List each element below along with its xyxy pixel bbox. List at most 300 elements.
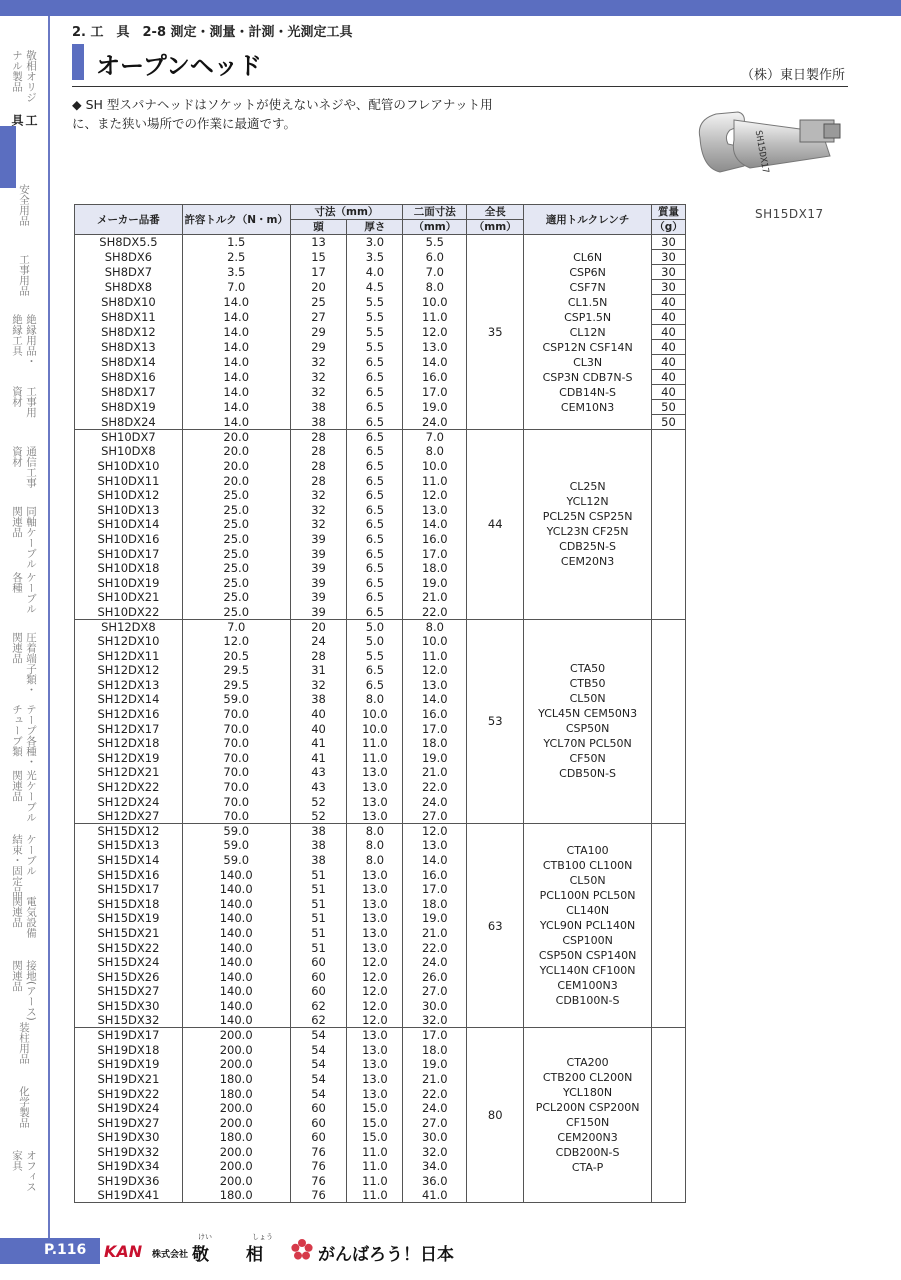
- cell-model: SH10DX21: [75, 590, 183, 605]
- cell-torque: 25.0: [182, 502, 290, 517]
- cell-head: 15: [290, 250, 347, 265]
- cell-thickness: 13.0: [347, 940, 403, 955]
- cell-thickness: 13.0: [347, 882, 403, 897]
- cell-model: SH8DX5.5: [75, 235, 183, 250]
- sidebar-category[interactable]: [0, 1082, 48, 1128]
- cell-torque: 200.0: [182, 1159, 290, 1174]
- cell-head: 38: [290, 838, 347, 853]
- cell-torque: 3.5: [182, 265, 290, 280]
- cell-thickness: 6.5: [347, 459, 403, 474]
- cell-head: 62: [290, 999, 347, 1014]
- cell-across-flats: 13.0: [403, 678, 467, 693]
- cell-across-flats: 17.0: [403, 882, 467, 897]
- brand-logo: KAN: [104, 1242, 143, 1261]
- cell-model: SH8DX11: [75, 310, 183, 325]
- table-row: [75, 235, 686, 250]
- table-row: [75, 430, 686, 445]
- cell-torque: 14.0: [182, 295, 290, 310]
- cell-torque: 14.0: [182, 400, 290, 415]
- breadcrumb: 2. 工 具 2-8 測定・測量・計測・光測定工具: [72, 25, 353, 40]
- cell-torque: 25.0: [182, 561, 290, 576]
- cell-thickness: 8.0: [347, 824, 403, 839]
- cell-thickness: 13.0: [347, 1086, 403, 1101]
- cell-thickness: 6.5: [347, 502, 403, 517]
- sidebar-category[interactable]: [0, 1146, 48, 1192]
- cell-thickness: 6.5: [347, 444, 403, 459]
- cell-across-flats: 24.0: [403, 1101, 467, 1116]
- cell-model: SH15DX19: [75, 911, 183, 926]
- cell-thickness: 5.0: [347, 619, 403, 634]
- wrench-model: CDB25N-S: [559, 540, 617, 554]
- sidebar-category-label: 結束・固定品: [11, 834, 23, 897]
- title-divider: [72, 86, 848, 87]
- company-name-sho: 相: [246, 1245, 263, 1265]
- cell-head: 38: [290, 824, 347, 839]
- header-across-flats: 二面寸法: [403, 205, 467, 220]
- wrench-model: YCL12N: [566, 495, 609, 509]
- wrench-model: CL1.5N: [567, 295, 608, 309]
- sidebar-category-label: ナル製品: [11, 50, 23, 92]
- cell-torque: 59.0: [182, 838, 290, 853]
- wrench-model: CSP50N CSP140N: [538, 949, 637, 963]
- cell-model: SH8DX13: [75, 340, 183, 355]
- top-color-bar: [0, 0, 901, 16]
- cell-across-flats: 18.0: [403, 1042, 467, 1057]
- cell-model: SH8DX24: [75, 415, 183, 430]
- cell-model: SH15DX21: [75, 926, 183, 941]
- cell-thickness: 10.0: [347, 707, 403, 722]
- cell-torque: 70.0: [182, 721, 290, 736]
- cell-head: 51: [290, 867, 347, 882]
- cell-torque: 70.0: [182, 751, 290, 766]
- cell-thickness: 4.5: [347, 280, 403, 295]
- cell-across-flats: 17.0: [403, 1028, 467, 1043]
- cell-mass: 50: [651, 415, 685, 430]
- wrench-model: CTA-P: [571, 1161, 604, 1175]
- cell-thickness: 6.5: [347, 400, 403, 415]
- header-across-flats-unit: （mm）: [403, 220, 467, 235]
- cell-head: 60: [290, 1115, 347, 1130]
- wrench-model: CL140N: [566, 904, 610, 918]
- cell-model: SH15DX24: [75, 955, 183, 970]
- cell-head: 54: [290, 1072, 347, 1087]
- sidebar-category[interactable]: [0, 46, 48, 103]
- cell-length: 35: [467, 235, 524, 430]
- cell-across-flats: 22.0: [403, 780, 467, 795]
- cell-torque: 25.0: [182, 575, 290, 590]
- cell-thickness: 6.5: [347, 430, 403, 445]
- cell-torque: 140.0: [182, 955, 290, 970]
- cell-torque: 59.0: [182, 824, 290, 839]
- sidebar-category[interactable]: [0, 956, 48, 1021]
- sidebar-category[interactable]: [0, 250, 48, 296]
- cell-head: 20: [290, 619, 347, 634]
- cell-thickness: 13.0: [347, 1042, 403, 1057]
- cell-thickness: 13.0: [347, 1057, 403, 1072]
- cell-head: 32: [290, 678, 347, 693]
- header-mass: 質量: [651, 205, 685, 220]
- cell-across-flats: 10.0: [403, 295, 467, 310]
- cell-model: SH10DX22: [75, 605, 183, 620]
- wrench-model: PCL200N CSP200N: [535, 1101, 640, 1115]
- sidebar-category-label: 光ケーブル: [25, 770, 37, 823]
- cell-thickness: 6.5: [347, 561, 403, 576]
- sidebar-category-label: 安全用品: [18, 184, 30, 226]
- cell-torque: 70.0: [182, 765, 290, 780]
- cell-thickness: 6.5: [347, 473, 403, 488]
- cell-torque: 140.0: [182, 984, 290, 999]
- wrench-model: YCL23N CF25N: [546, 525, 629, 539]
- header-dimension: 寸法（mm）: [290, 205, 403, 220]
- cell-across-flats: 22.0: [403, 940, 467, 955]
- cell-model: SH12DX18: [75, 736, 183, 751]
- cell-thickness: 12.0: [347, 955, 403, 970]
- sidebar-category[interactable]: [0, 892, 48, 938]
- cell-mass: [651, 619, 685, 823]
- cell-thickness: 6.5: [347, 605, 403, 620]
- cell-across-flats: 18.0: [403, 561, 467, 576]
- cell-model: SH12DX24: [75, 794, 183, 809]
- cell-thickness: 12.0: [347, 1013, 403, 1028]
- cell-across-flats: 26.0: [403, 969, 467, 984]
- cell-head: 29: [290, 340, 347, 355]
- cell-mass: 30: [651, 235, 685, 250]
- wrench-model: CF150N: [565, 1116, 610, 1130]
- sidebar-category[interactable]: [0, 700, 48, 767]
- cell-head: 76: [290, 1159, 347, 1174]
- cell-head: 38: [290, 400, 347, 415]
- cell-model: SH10DX16: [75, 532, 183, 547]
- furigana-sho: しょう: [252, 1233, 273, 1241]
- cell-model: SH10DX18: [75, 561, 183, 576]
- cell-head: 25: [290, 295, 347, 310]
- sidebar-category[interactable]: [0, 628, 48, 695]
- cell-head: 39: [290, 590, 347, 605]
- cell-head: 51: [290, 897, 347, 912]
- cell-across-flats: 5.5: [403, 235, 467, 250]
- sidebar-category-label: 電気設備: [25, 896, 37, 938]
- sidebar-category[interactable]: [0, 568, 48, 614]
- cell-across-flats: 27.0: [403, 1115, 467, 1130]
- cell-thickness: 6.5: [347, 385, 403, 400]
- cell-model: SH8DX17: [75, 385, 183, 400]
- cell-wrench-list: [524, 430, 652, 620]
- cell-head: 32: [290, 370, 347, 385]
- wrench-model: YCL45N CEM50N3: [538, 707, 638, 721]
- sidebar-category-label: 化学製品: [18, 1086, 30, 1128]
- cell-torque: 14.0: [182, 385, 290, 400]
- wrench-model: CL12N: [569, 325, 606, 339]
- cell-model: SH15DX26: [75, 969, 183, 984]
- cell-across-flats: 32.0: [403, 1013, 467, 1028]
- sidebar-category[interactable]: [0, 310, 48, 367]
- cell-torque: 140.0: [182, 1013, 290, 1028]
- cell-torque: 200.0: [182, 1115, 290, 1130]
- wrench-model: CTA100: [566, 844, 609, 858]
- cell-mass: 40: [651, 295, 685, 310]
- cell-across-flats: 14.0: [403, 692, 467, 707]
- cell-wrench-list: [524, 235, 652, 430]
- cell-model: SH10DX7: [75, 430, 183, 445]
- wrench-model: CL6N: [573, 250, 603, 264]
- cell-across-flats: 21.0: [403, 765, 467, 780]
- cell-torque: 140.0: [182, 867, 290, 882]
- wrench-model: CSP12N CSF14N: [542, 340, 633, 354]
- cell-across-flats: 16.0: [403, 867, 467, 882]
- wrench-head-photo: [690, 100, 850, 205]
- sidebar-category-label: 通信工事: [25, 446, 37, 488]
- cell-head: 29: [290, 325, 347, 340]
- cell-thickness: 6.5: [347, 517, 403, 532]
- cell-model: SH10DX10: [75, 459, 183, 474]
- cell-head: 76: [290, 1188, 347, 1203]
- cell-model: SH12DX8: [75, 619, 183, 634]
- cell-thickness: 11.0: [347, 751, 403, 766]
- cell-mass: [651, 1028, 685, 1203]
- sidebar-category-label: 圧着端子類・: [25, 632, 37, 695]
- cell-length: 44: [467, 430, 524, 620]
- photo-caption: SH15DX17: [755, 207, 824, 221]
- cell-wrench-list: [524, 619, 652, 823]
- cell-model: SH8DX19: [75, 400, 183, 415]
- wrench-model: PCL25N CSP25N: [542, 510, 633, 524]
- cell-thickness: 15.0: [347, 1115, 403, 1130]
- cell-head: 32: [290, 355, 347, 370]
- cell-model: SH8DX10: [75, 295, 183, 310]
- cell-across-flats: 11.0: [403, 648, 467, 663]
- cell-thickness: 6.5: [347, 663, 403, 678]
- cell-thickness: 8.0: [347, 838, 403, 853]
- cell-torque: 14.0: [182, 310, 290, 325]
- cell-torque: 140.0: [182, 999, 290, 1014]
- cell-torque: 200.0: [182, 1145, 290, 1160]
- header-torque: 許容トルク（N・m）: [182, 205, 290, 235]
- sidebar-category[interactable]: [0, 830, 48, 897]
- cell-thickness: 3.0: [347, 235, 403, 250]
- cell-head: 32: [290, 488, 347, 503]
- cell-model: SH19DX41: [75, 1188, 183, 1203]
- cell-torque: 200.0: [182, 1057, 290, 1072]
- cell-thickness: 6.5: [347, 590, 403, 605]
- title-accent-bar: [72, 44, 84, 80]
- cell-head: 54: [290, 1028, 347, 1043]
- cell-torque: 200.0: [182, 1101, 290, 1116]
- cell-torque: 20.0: [182, 459, 290, 474]
- cell-head: 51: [290, 926, 347, 941]
- cell-torque: 25.0: [182, 488, 290, 503]
- cell-thickness: 11.0: [347, 736, 403, 751]
- cell-thickness: 11.0: [347, 1159, 403, 1174]
- cell-head: 51: [290, 882, 347, 897]
- cell-thickness: 10.0: [347, 721, 403, 736]
- cell-torque: 25.0: [182, 546, 290, 561]
- cell-thickness: 12.0: [347, 984, 403, 999]
- page-number: P.116: [44, 1242, 87, 1258]
- wrench-model: CF50N: [569, 752, 606, 766]
- sidebar-category[interactable]: [0, 766, 48, 823]
- wrench-model: CTA200: [566, 1056, 609, 1070]
- cell-thickness: 13.0: [347, 926, 403, 941]
- company-type: 株式会社: [152, 1250, 189, 1260]
- cell-torque: 140.0: [182, 897, 290, 912]
- cell-torque: 14.0: [182, 415, 290, 430]
- cell-across-flats: 12.0: [403, 488, 467, 503]
- cell-torque: 70.0: [182, 809, 290, 824]
- wrench-model: CSP50N: [565, 722, 610, 736]
- cell-torque: 7.0: [182, 280, 290, 295]
- cell-thickness: 11.0: [347, 1174, 403, 1189]
- cell-head: 76: [290, 1145, 347, 1160]
- cell-head: 60: [290, 969, 347, 984]
- cell-torque: 180.0: [182, 1072, 290, 1087]
- cell-across-flats: 10.0: [403, 459, 467, 474]
- cell-across-flats: 19.0: [403, 1057, 467, 1072]
- cell-torque: 29.5: [182, 663, 290, 678]
- sidebar-category[interactable]: [0, 1018, 48, 1064]
- furigana-kei: けい: [198, 1233, 212, 1241]
- cell-across-flats: 21.0: [403, 926, 467, 941]
- cell-head: 39: [290, 561, 347, 576]
- cell-torque: 200.0: [182, 1174, 290, 1189]
- cell-head: 52: [290, 809, 347, 824]
- cell-across-flats: 16.0: [403, 532, 467, 547]
- cell-head: 43: [290, 765, 347, 780]
- cell-torque: 29.5: [182, 678, 290, 693]
- wrench-model: CEM20N3: [560, 555, 615, 569]
- cell-model: SH19DX32: [75, 1145, 183, 1160]
- cell-across-flats: 6.0: [403, 250, 467, 265]
- sidebar-category-label: 関連品: [11, 506, 23, 538]
- sidebar-category-label: 家具: [11, 1150, 23, 1171]
- cell-across-flats: 21.0: [403, 1072, 467, 1087]
- sidebar-category-label: ケーブル: [25, 572, 37, 614]
- cell-wrench-list: [524, 824, 652, 1028]
- cell-thickness: 12.0: [347, 969, 403, 984]
- sidebar-category-label: 工事用品: [18, 254, 30, 296]
- cell-head: 28: [290, 430, 347, 445]
- cell-model: SH12DX13: [75, 678, 183, 693]
- cell-head: 28: [290, 648, 347, 663]
- wrench-model: YCL140N CF100N: [539, 964, 636, 978]
- cell-across-flats: 32.0: [403, 1145, 467, 1160]
- photo-engraving: SH15DX17: [752, 129, 771, 175]
- cell-model: SH8DX16: [75, 370, 183, 385]
- sidebar-category-label: 関連品: [11, 960, 23, 992]
- sidebar-category-label: 関連品: [11, 632, 23, 664]
- cell-across-flats: 16.0: [403, 707, 467, 722]
- cell-thickness: 5.5: [347, 648, 403, 663]
- cell-model: SH12DX12: [75, 663, 183, 678]
- cell-torque: 140.0: [182, 882, 290, 897]
- cell-mass: [651, 824, 685, 1028]
- cell-model: SH15DX16: [75, 867, 183, 882]
- cell-model: SH8DX8: [75, 280, 183, 295]
- wrench-model: CSP100N: [562, 934, 613, 948]
- cell-head: 41: [290, 736, 347, 751]
- cell-head: 60: [290, 1101, 347, 1116]
- sidebar-category[interactable]: [0, 502, 48, 569]
- cell-thickness: 13.0: [347, 765, 403, 780]
- cell-across-flats: 18.0: [403, 736, 467, 751]
- cell-head: 54: [290, 1057, 347, 1072]
- cell-thickness: 5.5: [347, 295, 403, 310]
- sidebar-category[interactable]: [0, 442, 48, 488]
- cell-thickness: 13.0: [347, 1072, 403, 1087]
- cell-model: SH12DX10: [75, 634, 183, 649]
- cell-torque: 25.0: [182, 590, 290, 605]
- cell-head: 39: [290, 605, 347, 620]
- wrench-model: CTB50: [569, 677, 606, 691]
- cell-across-flats: 16.0: [403, 370, 467, 385]
- cell-model: SH12DX17: [75, 721, 183, 736]
- cell-head: 41: [290, 751, 347, 766]
- wrench-model: CSP6N: [569, 265, 606, 279]
- cell-thickness: 5.5: [347, 310, 403, 325]
- sidebar-category-label: 資材: [11, 446, 23, 467]
- cell-wrench-list: [524, 1028, 652, 1203]
- cell-across-flats: 18.0: [403, 897, 467, 912]
- cell-across-flats: 36.0: [403, 1174, 467, 1189]
- cell-model: SH10DX17: [75, 546, 183, 561]
- cell-model: SH12DX11: [75, 648, 183, 663]
- sidebar-category-label: 工事用: [25, 386, 37, 418]
- page-title: オープンヘッド: [96, 52, 262, 80]
- cell-model: SH15DX14: [75, 853, 183, 868]
- cell-length: 80: [467, 1028, 524, 1203]
- cell-model: SH8DX12: [75, 325, 183, 340]
- cell-mass: 40: [651, 370, 685, 385]
- cell-mass: 30: [651, 280, 685, 295]
- cell-torque: 1.5: [182, 235, 290, 250]
- cell-head: 54: [290, 1042, 347, 1057]
- sidebar-category-label: 敬相オリジ: [25, 50, 37, 103]
- sidebar-category-label: ケーブル: [25, 834, 37, 876]
- cell-thickness: 13.0: [347, 867, 403, 882]
- cell-head: 60: [290, 955, 347, 970]
- cell-thickness: 6.5: [347, 415, 403, 430]
- cell-torque: 140.0: [182, 911, 290, 926]
- header-wrench: 適用トルクレンチ: [524, 205, 652, 235]
- cell-mass: 40: [651, 325, 685, 340]
- cell-model: SH15DX22: [75, 940, 183, 955]
- cell-thickness: 12.0: [347, 999, 403, 1014]
- cell-torque: 180.0: [182, 1130, 290, 1145]
- sidebar-category[interactable]: [0, 382, 48, 418]
- cell-across-flats: 27.0: [403, 809, 467, 824]
- cell-model: SH15DX18: [75, 897, 183, 912]
- cell-head: 39: [290, 575, 347, 590]
- cell-head: 43: [290, 780, 347, 795]
- cell-head: 20: [290, 280, 347, 295]
- cell-across-flats: 17.0: [403, 385, 467, 400]
- cell-torque: 14.0: [182, 355, 290, 370]
- cell-thickness: 5.5: [347, 325, 403, 340]
- cell-across-flats: 11.0: [403, 473, 467, 488]
- cell-model: SH15DX13: [75, 838, 183, 853]
- cell-head: 28: [290, 444, 347, 459]
- cell-model: SH12DX19: [75, 751, 183, 766]
- sidebar-category-label: 同軸ケーブル: [25, 506, 37, 569]
- cell-torque: 180.0: [182, 1086, 290, 1101]
- sidebar-category[interactable]: [0, 110, 48, 126]
- wrench-model: CL3N: [573, 355, 603, 369]
- cell-torque: 14.0: [182, 370, 290, 385]
- cell-across-flats: 10.0: [403, 634, 467, 649]
- cell-thickness: 13.0: [347, 794, 403, 809]
- wrench-model: YCL180N: [563, 1086, 613, 1100]
- sidebar-category-label: チューブ類: [11, 704, 23, 757]
- cell-head: 28: [290, 473, 347, 488]
